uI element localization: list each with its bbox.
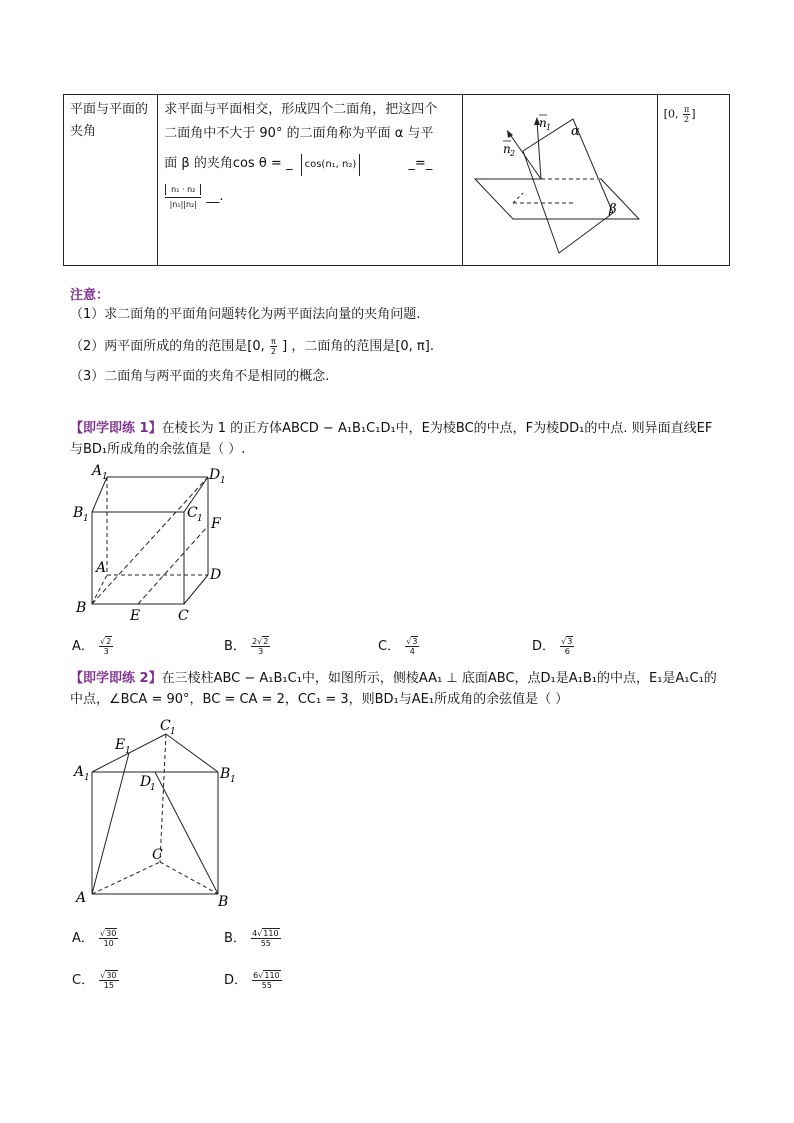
option-fraction: $\frac{6√110}{55}$ — [253, 971, 280, 990]
option-letter: C． — [72, 973, 95, 988]
vertex-a1: A — [92, 463, 103, 479]
option-den: 55 — [261, 981, 272, 990]
cube-figure — [70, 460, 240, 630]
n2-label: n — [502, 142, 511, 156]
note-3: （3）二面角与两平面的夹角不是相同的概念. — [70, 369, 330, 384]
range-fraction — [683, 105, 690, 124]
range-den: 2 — [684, 115, 690, 124]
option-den: 4 — [409, 647, 415, 656]
exercise-1-options — [72, 636, 672, 666]
note-2-den: 2 — [270, 347, 276, 356]
option-den: 3 — [258, 647, 264, 656]
option-letter: B． — [224, 931, 246, 946]
option-letter: B． — [224, 639, 246, 654]
note-2-a: （2）两平面所成的角的范围是[0, — [70, 339, 265, 354]
option-fraction: $\frac{√3}{4}$ — [406, 637, 418, 656]
option-letter: D． — [224, 973, 248, 988]
option-radicand: 30 — [106, 971, 117, 980]
beta-label: β — [608, 202, 617, 217]
fraction-tail: __. — [206, 189, 224, 204]
option-den: 10 — [103, 939, 114, 948]
vertex-b1-sub: 1 — [230, 775, 236, 785]
vertex-a: A — [76, 890, 87, 906]
range-prefix: [0, — [663, 107, 679, 121]
note-1: （1）求二面角的平面角问题转化为两平面法向量的夹角问题. — [70, 307, 421, 322]
vertex-c1-sub: 1 — [197, 514, 203, 524]
exercise-2-option-b[interactable] — [224, 928, 282, 950]
vertex-b: B — [76, 600, 87, 616]
exercise-2-text-1: 在三棱柱ABC − A₁B₁C₁中，如图所示，侧棱AA₁ ⊥ 底面ABC，点D₁是A₁B₁的中点，E₁是A₁C₁的 — [161, 671, 717, 686]
note-2 — [70, 336, 434, 358]
exercise-1-text-1: 在棱长为 1 的正方体ABCD − A₁B₁C₁D₁中，E为棱BC的中点，F为棱DD₁的中点. 则异面直线EF — [161, 421, 713, 436]
range-num: π — [683, 105, 690, 114]
vertex-e1: E — [115, 737, 126, 753]
definition-table — [63, 94, 730, 266]
option-coef: 2 — [252, 637, 258, 646]
exercise-2-line-1 — [70, 668, 717, 690]
option-radicand: 110 — [263, 929, 279, 938]
vertex-c1: C — [160, 718, 171, 734]
definition-line-1: 求平面与平面相交，形成四个二面角，把这四个 — [164, 102, 438, 117]
figure-cell — [462, 95, 657, 266]
vertex-c1-sub: 1 — [170, 727, 176, 737]
fraction-line — [164, 184, 455, 209]
equals-blank: _=_ — [408, 156, 433, 171]
vertex-d1: D — [140, 774, 152, 790]
vertex-b1: B — [73, 505, 84, 521]
notes-heading: 注意： — [70, 288, 110, 303]
vertex-b: B — [218, 894, 229, 910]
range-value — [664, 105, 723, 124]
normal-fraction — [165, 184, 201, 209]
vertex-e: E — [130, 608, 141, 624]
prism-figure — [70, 712, 250, 912]
exercise-1-line-2: 与BD₁所成角的余弦值是（ ）. — [70, 442, 246, 457]
option-fraction: $\frac{√3}{6}$ — [561, 637, 573, 656]
exercise-1-option-a[interactable] — [72, 636, 114, 658]
range-suffix: ] — [691, 107, 696, 121]
vertex-c: C — [178, 608, 189, 624]
option-den: 15 — [103, 981, 114, 990]
option-radicand: 3 — [412, 637, 418, 646]
option-fraction: $\frac{√30}{15}$ — [100, 971, 117, 990]
exercise-2-option-a[interactable] — [72, 928, 119, 950]
n1-sub: 1 — [545, 123, 551, 132]
range-cell — [657, 95, 729, 266]
option-radicand: 2 — [263, 637, 269, 646]
exercise-1-option-c[interactable] — [378, 636, 420, 658]
note-2-num: π — [271, 337, 276, 346]
note-2-fraction — [270, 337, 277, 356]
n1-label: n — [538, 116, 547, 130]
option-coef: 6 — [253, 971, 259, 980]
row-label-cell — [64, 95, 158, 266]
option-radicand: 110 — [264, 971, 280, 980]
vertex-d: D — [210, 567, 222, 583]
option-letter: C． — [378, 639, 401, 654]
exercise-2-line-2: 中点，∠BCA = 90°，BC = CA = 2，CC₁ = 3，则BD₁与AE₁所成角的余弦值是（ ） — [70, 692, 569, 707]
vertex-c1: C — [187, 505, 198, 521]
alpha-label: α — [570, 124, 580, 139]
definition-cell — [158, 95, 462, 266]
fraction-numerator: n₁ · n₂ — [165, 184, 201, 195]
exercise-2-option-c[interactable] — [72, 970, 120, 992]
fraction-denominator: |n₁||n₂| — [169, 200, 197, 209]
n2-sub: 2 — [509, 149, 515, 158]
vertex-a1-sub: 1 — [102, 472, 108, 482]
cos-expression: cos(n₁, n₂) — [301, 154, 361, 176]
exercise-2-option-d[interactable] — [224, 970, 283, 992]
exercise-1-option-b[interactable] — [224, 636, 271, 658]
exercise-1-label: 【即学即练 1】 — [70, 421, 162, 436]
cos-theta-text: 面 β 的夹角cos θ = _ — [164, 156, 293, 171]
vertex-a: A — [96, 560, 107, 576]
option-fraction: $\frac{2√2}{3}$ — [252, 637, 269, 656]
vertex-d1: D — [209, 467, 221, 483]
vertex-f: F — [211, 516, 221, 532]
exercise-1-option-d[interactable] — [532, 636, 575, 658]
option-letter: A． — [72, 931, 94, 946]
row-label: 平面与平面的夹角 — [70, 102, 149, 139]
option-radicand: 3 — [567, 637, 573, 646]
option-fraction: $\frac{√30}{10}$ — [100, 929, 117, 948]
option-fraction: $\frac{4√110}{55}$ — [252, 929, 279, 948]
vertex-d1-sub: 1 — [220, 476, 226, 486]
exercise-1-line-1 — [70, 418, 712, 440]
vertex-b1: B — [220, 766, 231, 782]
vertex-c: C — [152, 847, 163, 863]
option-letter: D． — [532, 639, 556, 654]
exercise-2-label: 【即学即练 2】 — [70, 671, 162, 686]
option-fraction: $\frac{√2}{3}$ — [100, 637, 112, 656]
vertex-d1-sub: 1 — [150, 783, 156, 793]
definition-line-2: 二面角中不大于 90° 的二面角称为平面 α 与平 — [164, 126, 434, 141]
planes-figure — [463, 95, 657, 261]
vertex-e1-sub: 1 — [125, 746, 131, 756]
vertex-b1-sub: 1 — [83, 514, 89, 524]
option-radicand: 30 — [106, 929, 117, 938]
vertex-a1-sub: 1 — [84, 773, 90, 783]
vertex-a1: A — [74, 764, 85, 780]
option-den: 6 — [564, 647, 570, 656]
option-radicand: 2 — [106, 637, 112, 646]
option-letter: A． — [72, 639, 94, 654]
option-den: 3 — [103, 647, 109, 656]
note-2-b: ] ，二面角的范围是[0, π]. — [282, 339, 434, 354]
option-den: 55 — [260, 939, 271, 948]
definition-line-3 — [164, 153, 455, 176]
option-coef: 4 — [252, 929, 258, 938]
